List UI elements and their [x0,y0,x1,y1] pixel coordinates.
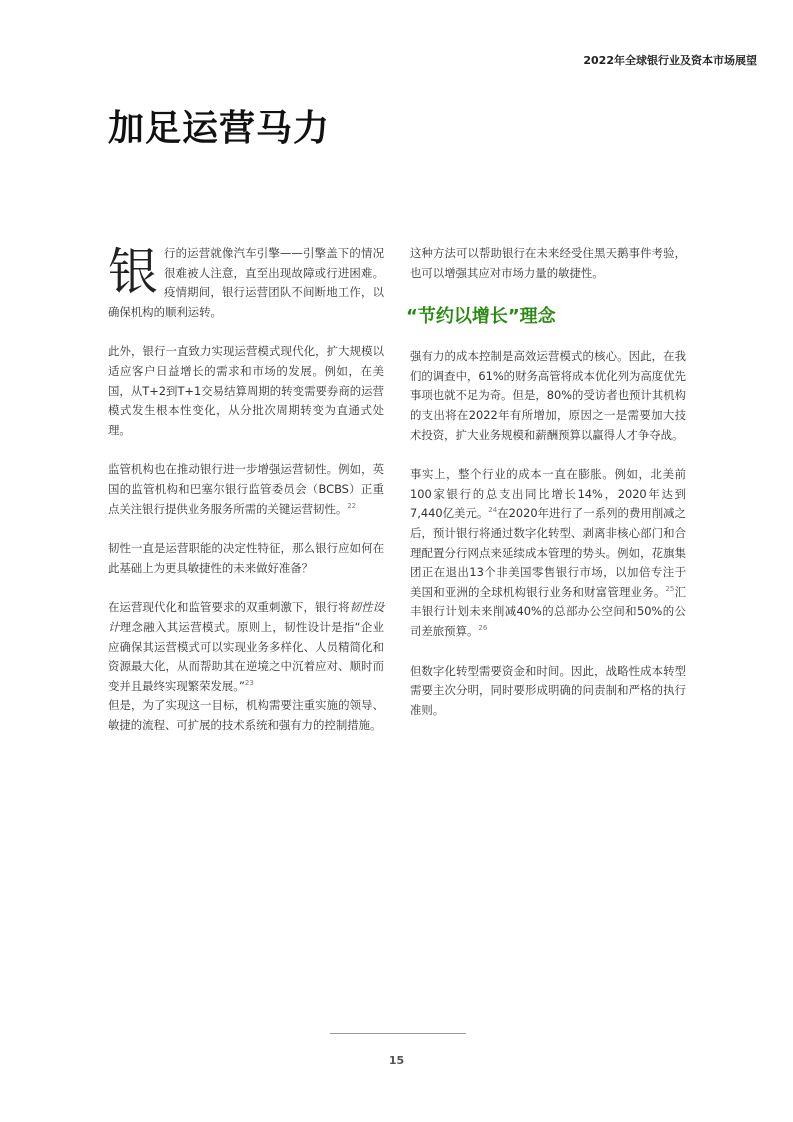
dropcap: 银 [108,243,158,301]
paragraph-resilience-question: 韧性一直是运营职能的决定性特征，那么银行应如何在此基础上为更具敏捷性的未来做好准备？ [108,541,384,575]
report-header-title: 2022年全球银行业及资本市场展望 [583,54,757,67]
paragraph-intro [108,244,384,322]
footnote-ref-25: 25 [665,584,675,593]
paragraph-cost-control: 强有力的成本控制是高效运营模式的核心。因此，在我们的调查中，61%的财务高管将成本优化列为高度优先事项也就不足为奇。但是，80%的受访者也预计其机构的支出将在2022年有所增加，原因之一是需要加大技术投资，扩大业务规模和薪酬预算以赢得人才争夺战。 [410,349,686,442]
paragraph-resilience-design [108,598,384,735]
text-span: 但是，为了实现这一目标，机构需要注重实施的领导、敏捷的流程、可扩展的技术系统和强有力的控制措施。 [108,698,384,732]
italic-term: 韧性设计 [108,600,384,634]
section-heading: “节约以增长”理念 [406,306,556,328]
footnote-ref-22: 22 [347,501,357,510]
footer-divider [330,1033,466,1034]
page-number: 15 [388,1054,405,1067]
footnote-ref-23: 23 [244,678,254,687]
paragraph-digital-transformation: 但数字化转型需要资金和时间。因此，战略性成本转型需要主次分明，同时要形成明确的问责制和严格的执行准则。 [410,663,686,717]
page-title: 加足运营马力 [108,108,331,149]
text-span: 理念融入其运营模式。原则上，韧性设计是指“企业应确保其运营模式可以实现业务多样化、人员精简化和资源最大化，从而帮助其在逆境之中沉着应对、顺时而变并且最终实现繁荣发展。” [108,619,384,693]
text-span: 在运营现代化和监管要求的双重刺激下，银行将 [108,600,350,615]
footnote-ref-24: 24 [488,506,498,515]
paragraph-intro-text: 行的运营就像汽车引擎——引擎盖下的情况很难被人注意，直至出现故障或行进困难。疫情期间，银行运营团队不间断地工作，以确保机构的顺利运转。 [108,246,384,319]
paragraph-black-swan: 这种方法可以帮助银行在未来经受住黑天鹅事件考验，也可以增强其应对市场力量的敏捷性。 [410,246,686,280]
paragraph-cost-inflation [410,465,686,641]
text-span: 在2020年进行了一系列的费用削减之后，预计银行将通过数字化转型、剥离非核心部门和合理配置分行网点来延续成本管理的势头。例如，花旗集团正在退出13个非美国零售银行市场，以加倍专注于美国和亚洲的全球机构银行业务和财富管理业务。 [410,506,686,599]
right-column [406,244,686,740]
text-span: 事实上，整个行业的成本一直在膨胀。例如，北美前100家银行的总支出同比增长14%，2020年达到7,440亿美元。 [410,467,686,521]
footnote-ref-26: 26 [478,624,488,633]
paragraph-regulators-text: 监管机构也在推动银行进一步增强运营韧性。例如，英国的监管机构和巴塞尔银行监管委员会（BCBS）正重点关注银行提供业务服务所需的关键运营韧性。 [108,462,384,516]
paragraph-modernization: 此外，银行一直致力实现运营模式现代化，扩大规模以适应客户日益增长的需求和市场的发展。例如，在美国，从T+2到T+1交易结算周期的转变需要券商的运营模式发生根本性变化，从分批次周期转变为直通式处理。 [108,344,384,437]
paragraph-regulators [108,460,384,519]
left-column [108,244,384,755]
text-span: 汇丰银行计划未来削减40%的总部办公空间和50%的公司差旅预算。 [410,584,686,638]
